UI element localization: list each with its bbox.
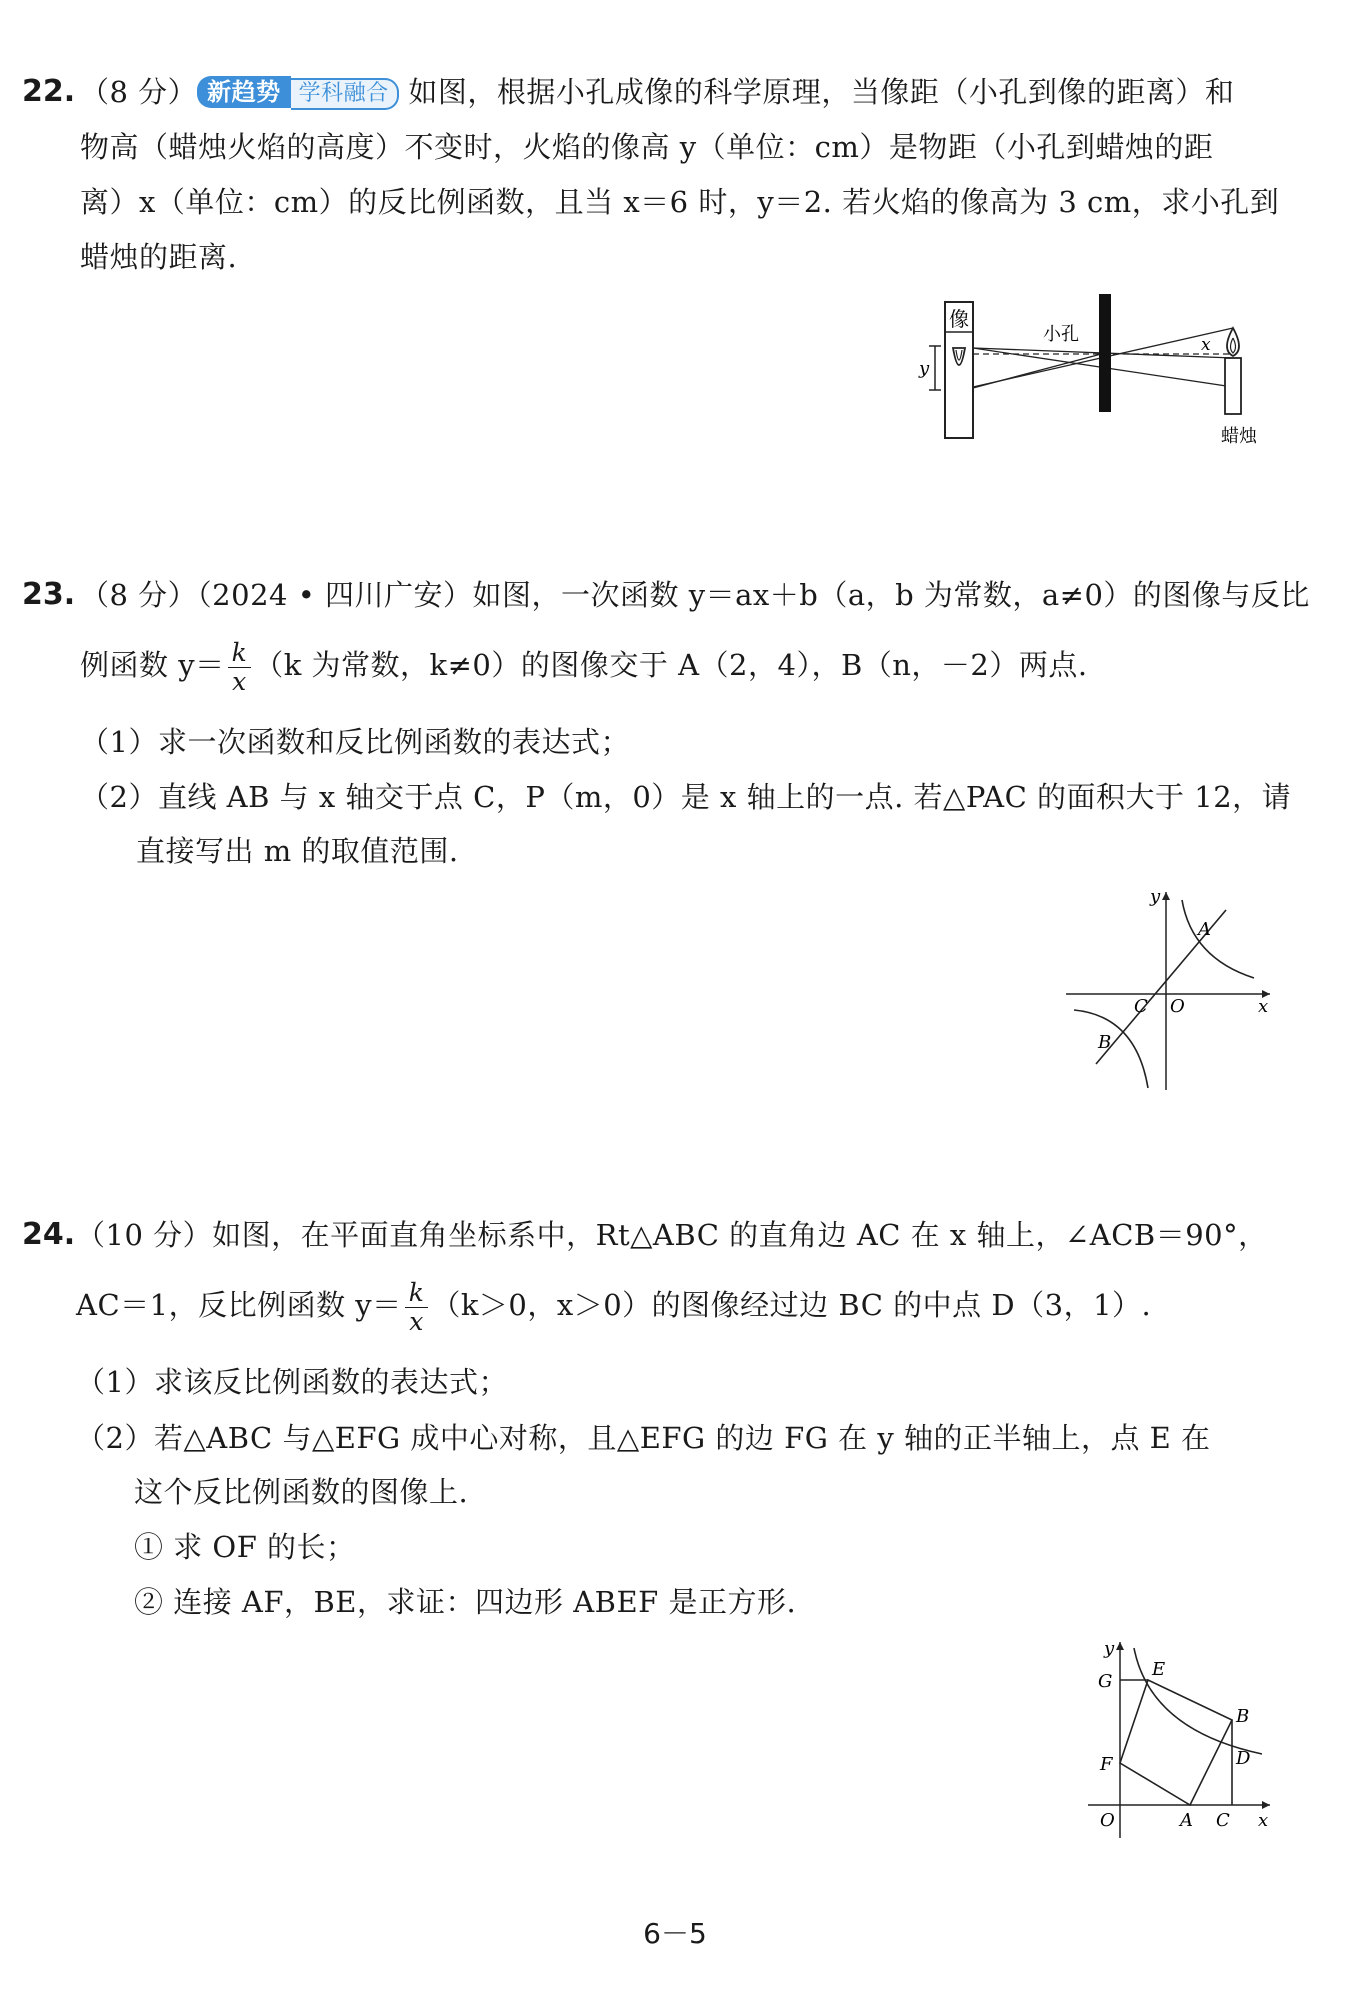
problem-number: 24. xyxy=(22,1217,76,1252)
candle-label: 蜡烛 xyxy=(1221,426,1257,447)
y-axis-label: y xyxy=(1104,1638,1115,1659)
subquestion-2-cont: 这个反比例函数的图像上. xyxy=(134,1475,469,1509)
subject-badge: 学科融合 xyxy=(291,78,399,110)
point-B-label: B xyxy=(1098,1032,1112,1053)
problem-line xyxy=(80,72,1234,112)
hole-label: 小孔 xyxy=(1043,324,1079,345)
origin-label: O xyxy=(1100,1810,1115,1831)
point-E-label: E xyxy=(1152,1659,1166,1680)
fraction xyxy=(405,1279,429,1336)
x-label: x xyxy=(1201,335,1211,355)
denominator: x xyxy=(409,1306,424,1336)
point-C-label: C xyxy=(1216,1810,1230,1831)
point-C-label: C xyxy=(1134,996,1148,1017)
point-D-label: D xyxy=(1236,1748,1251,1769)
subquestion-2-cont: 直接写出 m 的取值范围. xyxy=(136,834,459,868)
trend-badge: 新趋势 xyxy=(197,76,291,108)
problem-line: 蜡烛的距离. xyxy=(80,240,238,274)
problem-line: 物高（蜡烛火焰的高度）不变时，火焰的像高 y（单位：cm）是物距（小孔到蜡烛的距 xyxy=(80,130,1214,164)
subquestion-2-i: ① 求 OF 的长； xyxy=(134,1530,356,1564)
subquestion-1: （1）求一次函数和反比例函数的表达式； xyxy=(80,725,630,759)
page-number: 6－5 xyxy=(643,1917,707,1950)
point-A-label: A xyxy=(1198,919,1211,940)
subquestion-1: （1）求该反比例函数的表达式； xyxy=(76,1365,508,1399)
point-B-label: B xyxy=(1236,1706,1250,1727)
text-segment: 例函数 y＝ xyxy=(80,648,225,682)
x-axis-label: x xyxy=(1258,996,1269,1017)
numerator: k xyxy=(228,639,252,668)
point-F-label: F xyxy=(1100,1754,1113,1775)
point-G-label: G xyxy=(1098,1671,1113,1692)
y-axis-label: y xyxy=(1150,886,1161,907)
problem-number: 22. xyxy=(22,74,76,109)
point-A-label: A xyxy=(1180,1810,1193,1831)
subquestion-2-ii: ② 连接 AF，BE，求证：四边形 ABEF 是正方形. xyxy=(134,1585,797,1619)
score: （8 分） xyxy=(80,75,198,109)
problem-line: 离）x（单位：cm）的反比例函数，且当 x＝6 时，y＝2. 若火焰的像高为 3 cm，求小孔到 xyxy=(80,185,1280,219)
function-graph-23 xyxy=(1058,880,1278,1095)
text-segment: AC＝1，反比例函数 y＝ xyxy=(76,1288,402,1322)
problem-text: 如图，根据小孔成像的科学原理，当像距（小孔到像的距离）和 xyxy=(408,75,1235,109)
subquestion-2: （2）若△ABC 与△EFG 成中心对称，且△EFG 的边 FG 在 y 轴的正半轴上，点 E 在 xyxy=(76,1421,1211,1455)
problem-line xyxy=(80,630,1088,700)
denominator: x xyxy=(232,666,247,696)
problem-line: （10 分）如图，在平面直角坐标系中，Rt△ABC 的直角边 AC 在 x 轴上，∠ACB＝90°， xyxy=(76,1218,1268,1252)
problem-number: 23. xyxy=(22,577,76,612)
y-label: y xyxy=(919,358,930,379)
x-axis-label: x xyxy=(1258,1810,1269,1831)
geometry-figure-24 xyxy=(1080,1630,1280,1845)
text-segment: （k＞0，x＞0）的图像经过边 BC 的中点 D（3，1）. xyxy=(431,1288,1152,1322)
origin-label: O xyxy=(1170,996,1185,1017)
pinhole-figure xyxy=(915,290,1275,460)
problem-line: （8 分）（2024 • 四川广安）如图，一次函数 y＝ax＋b（a，b 为常数，a≠0）的图像与反比 xyxy=(80,578,1310,612)
problem-line xyxy=(76,1270,1151,1340)
numerator: k xyxy=(405,1279,429,1308)
image-label: 像 xyxy=(949,307,969,331)
text-segment: （k 为常数，k≠0）的图像交于 A（2，4），B（n，－2）两点. xyxy=(254,648,1088,682)
fraction xyxy=(228,639,252,696)
subquestion-2: （2）直线 AB 与 x 轴交于点 C，P（m，0）是 x 轴上的一点. 若△PAC 的面积大于 12，请 xyxy=(80,780,1292,814)
